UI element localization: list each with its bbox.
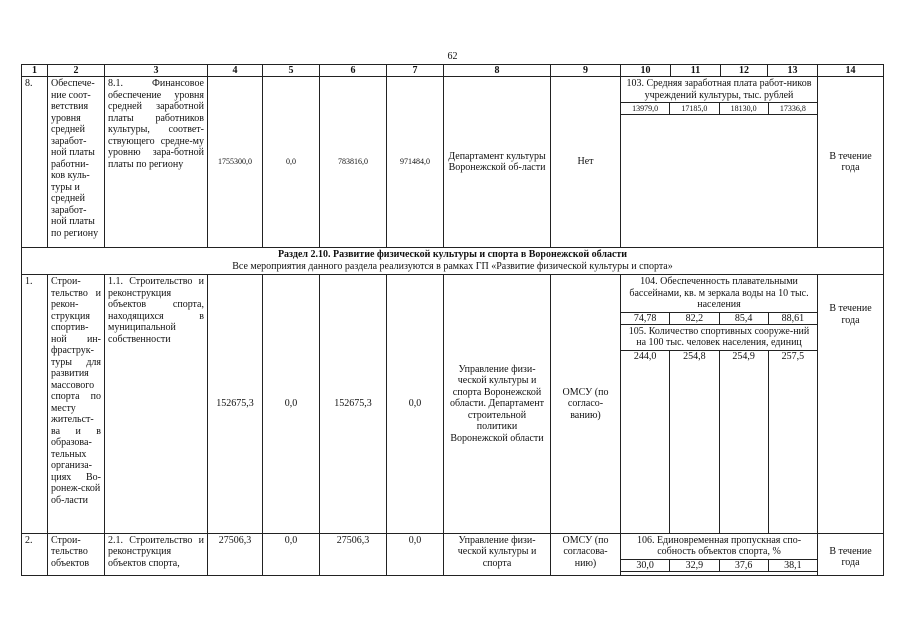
measure-cell: 2.1. Строительство и реконструкция объектов спорта, bbox=[105, 533, 208, 575]
row-number: 8. bbox=[22, 77, 48, 248]
indicator-block bbox=[621, 77, 818, 248]
amount-regional: 27506,3 bbox=[320, 533, 387, 575]
indicator-value: 32,9 bbox=[670, 559, 719, 572]
indicator-value: 74,78 bbox=[621, 312, 670, 325]
section-row bbox=[22, 248, 884, 275]
executor-cell: Департамент культуры Воронежской об-ласти bbox=[444, 77, 551, 248]
section-cell bbox=[22, 248, 884, 275]
amount-federal: 0,0 bbox=[263, 77, 320, 248]
col-header: 2 bbox=[48, 65, 105, 77]
page-number: 62 bbox=[447, 51, 458, 62]
indicator-value: 13979,0 bbox=[621, 102, 670, 115]
indicator-value: 18130,0 bbox=[720, 102, 769, 115]
goal-cell: Обеспече-ние соот-ветствия уровня средней заработ-ной платы работни-ков куль-туры и средней заработ-ной платы по региону bbox=[48, 77, 105, 248]
col-header: 5 bbox=[263, 65, 320, 77]
indicator-title: 104. Обеспеченность плавательными бассейнами, кв. м зеркала воды на 10 тыс. населения bbox=[629, 276, 809, 310]
col-header: 9 bbox=[551, 65, 621, 77]
amount-regional: 152675,3 bbox=[320, 275, 387, 534]
term-cell: В течение года bbox=[818, 77, 884, 248]
indicator-title: 105. Количество спортивных сооруже-ний на 100 тыс. человек населения, единиц bbox=[628, 325, 810, 348]
indicator-value: 85,4 bbox=[720, 312, 769, 325]
indicator-value: 254,9 bbox=[720, 350, 769, 533]
section-title: Раздел 2.10. Развитие физической культуры и спорта в Воронежской области bbox=[277, 249, 628, 260]
table-row bbox=[22, 275, 884, 534]
co-executor-cell: ОМСУ (по согласо-ванию) bbox=[551, 275, 621, 534]
co-executor-cell: Нет bbox=[551, 77, 621, 248]
column-numbers-row bbox=[22, 65, 884, 77]
indicator-values bbox=[621, 350, 817, 533]
col-header: 10 bbox=[621, 65, 671, 77]
amount-local: 0,0 bbox=[387, 533, 444, 575]
row-number: 1. bbox=[22, 275, 48, 534]
col-header: 8 bbox=[444, 65, 551, 77]
col-header: 14 bbox=[818, 65, 884, 77]
col-header: 13 bbox=[768, 65, 818, 77]
program-table bbox=[21, 64, 884, 576]
col-header: 7 bbox=[387, 65, 444, 77]
amount-total: 27506,3 bbox=[208, 533, 263, 575]
section-subtitle: Все мероприятия данного раздела реализуются в рамках ГП «Развитие физической культуры и спорта» bbox=[232, 261, 673, 272]
indicator-value: 17185,0 bbox=[670, 102, 719, 115]
executor-cell: Управление физи-ческой культуры и спорта bbox=[444, 533, 551, 575]
indicator-value: 257,5 bbox=[769, 350, 817, 533]
measure-cell: 8.1. Финансовое обеспечение уровня средней заработной платы работников культуры, соответ-ствующего средне-му уровню зара-ботной платы по региону bbox=[105, 77, 208, 248]
col-header: 1 bbox=[22, 65, 48, 77]
col-header: 12 bbox=[721, 65, 768, 77]
indicator-block bbox=[621, 533, 818, 575]
indicator-value: 37,6 bbox=[720, 559, 769, 572]
amount-federal: 0,0 bbox=[263, 533, 320, 575]
indicator-value: 244,0 bbox=[621, 350, 670, 533]
indicator-values bbox=[621, 559, 817, 572]
indicator-value: 38,1 bbox=[769, 559, 817, 572]
indicator-value: 17336,8 bbox=[769, 102, 817, 115]
measure-cell: 1.1. Строительство и реконструкция объектов спорта, находящихся в муниципальной собственности bbox=[105, 275, 208, 534]
indicator-title: 106. Единовременная пропускная спо-собность объектов спорта, % bbox=[636, 534, 802, 557]
col-header: 11 bbox=[671, 65, 721, 77]
col-header: 6 bbox=[320, 65, 387, 77]
amount-total: 152675,3 bbox=[208, 275, 263, 534]
amount-total: 1755300,0 bbox=[208, 77, 263, 248]
col-header: 4 bbox=[208, 65, 263, 77]
indicator-title: 103. Средняя заработная плата работ-ников учреждений культуры, тыс. рублей bbox=[626, 78, 812, 101]
term-cell: В течение года bbox=[818, 533, 884, 575]
row-number: 2. bbox=[22, 533, 48, 575]
amount-local: 971484,0 bbox=[387, 77, 444, 248]
goal-cell: Строи-тельство объектов bbox=[48, 533, 105, 575]
amount-regional: 783816,0 bbox=[320, 77, 387, 248]
term-cell: В течение года bbox=[818, 275, 884, 534]
indicator-value: 82,2 bbox=[670, 312, 719, 325]
indicator-block bbox=[621, 275, 818, 534]
table-row bbox=[22, 533, 884, 575]
amount-federal: 0,0 bbox=[263, 275, 320, 534]
indicator-value: 88,61 bbox=[769, 312, 817, 325]
goal-cell: Строи-тельство и рекон-струкция спортив-ной ин-фраструк-туры для развития массового спорта по месту жительст-ва и в образова-тельных организа-циях Во-ронеж-ской об-ласти bbox=[48, 275, 105, 534]
col-header: 3 bbox=[105, 65, 208, 77]
indicator-values bbox=[621, 312, 817, 325]
indicator-value: 30,0 bbox=[621, 559, 670, 572]
co-executor-cell: ОМСУ (по согласова-нию) bbox=[551, 533, 621, 575]
indicator-value: 254,8 bbox=[670, 350, 719, 533]
table-row bbox=[22, 77, 884, 248]
indicator-values bbox=[621, 102, 817, 115]
amount-local: 0,0 bbox=[387, 275, 444, 534]
executor-cell: Управление физи-ческой культуры и спорта Воронежской области. Департамент строительной политики Воронежской области bbox=[444, 275, 551, 534]
